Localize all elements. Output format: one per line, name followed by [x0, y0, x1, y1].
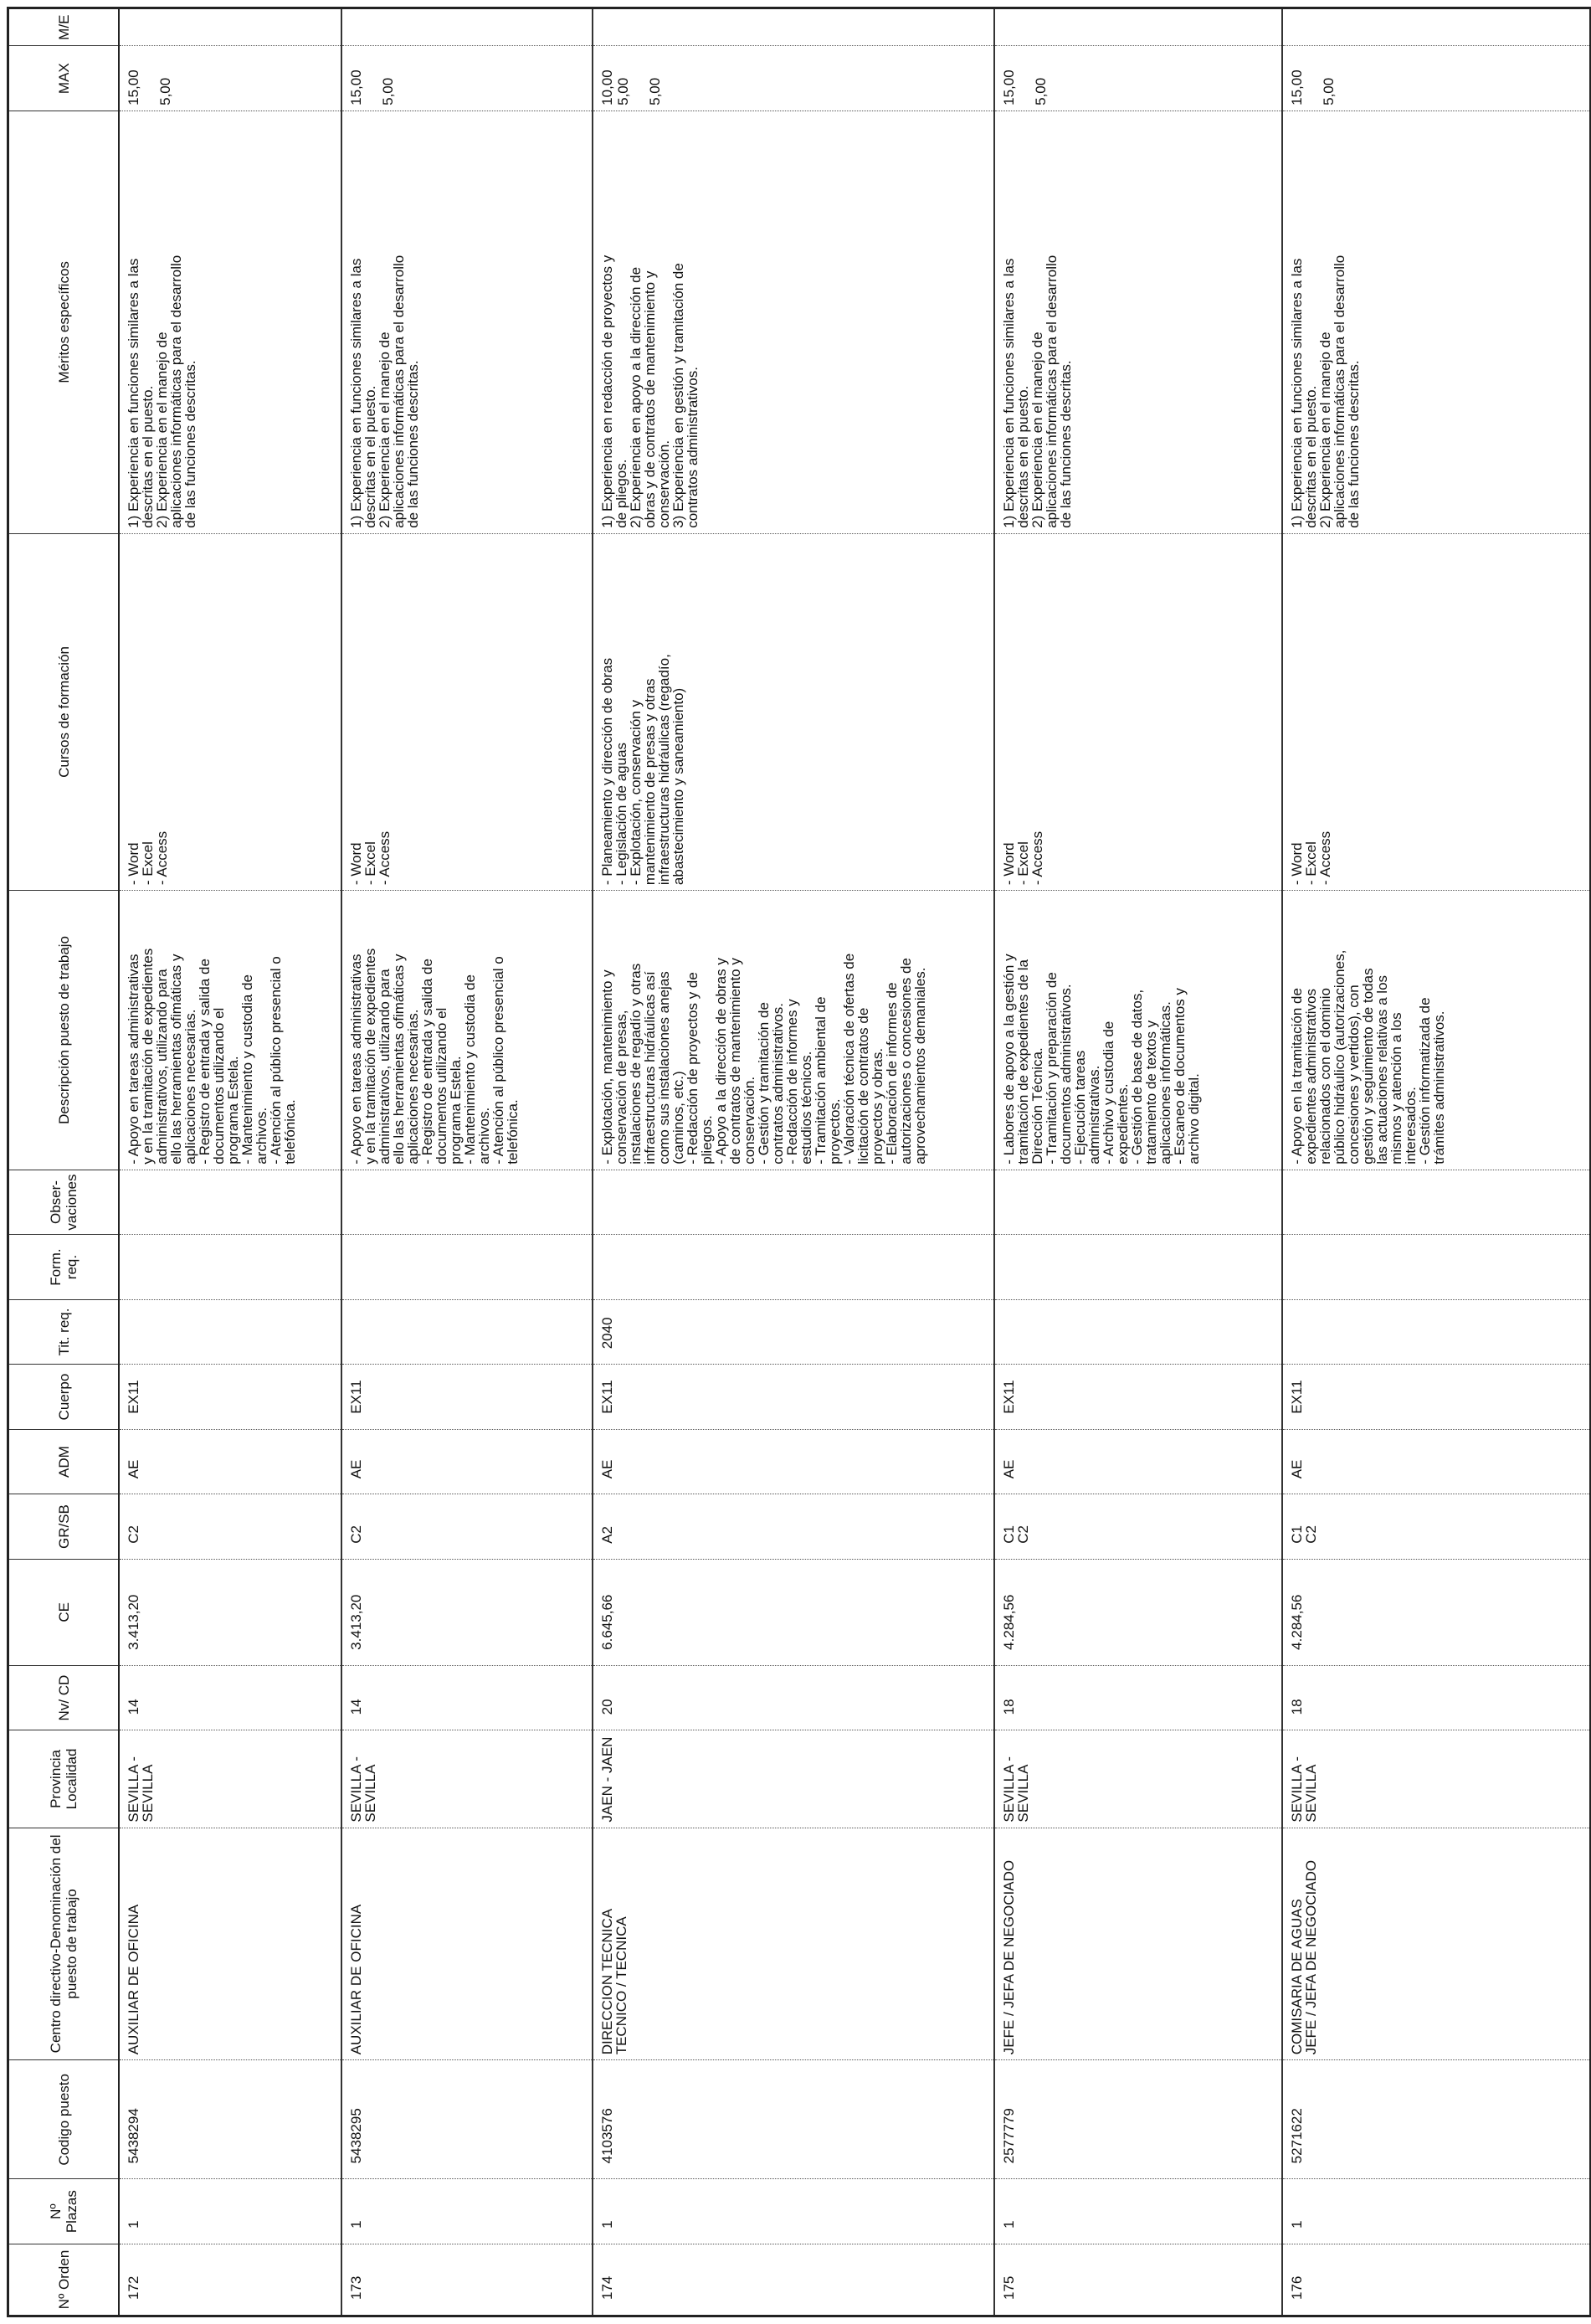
cell-ce: 3.413,20	[119, 1559, 341, 1665]
denominacion: TECNICO / TECNICA	[613, 1916, 629, 2055]
header-tit: Tit. req.	[8, 1299, 120, 1365]
cell-max	[119, 46, 341, 111]
cell-provincia: JAEN - JAEN	[593, 1730, 994, 1828]
cell-adm: AE	[593, 1429, 994, 1494]
cell-form	[341, 1235, 593, 1300]
header-obs: Obser-vaciones	[8, 1170, 120, 1235]
cell-centro	[341, 1828, 593, 2060]
cell-form	[119, 1235, 341, 1300]
cell-adm: AE	[1282, 1429, 1590, 1494]
header-adm: ADM	[8, 1429, 120, 1494]
cell-cuerpo: EX11	[593, 1365, 994, 1430]
max-value: 15,00	[1001, 69, 1017, 105]
cell-codigo: 5438294	[119, 2060, 341, 2179]
cell-meritos: 1) Experiencia en funciones similares a las descritas en el puesto. 2) Experiencia en el manejo de aplicaciones informáticas para el desarrollo de las funciones descritas.	[994, 111, 1282, 533]
max-value: 5,00	[1321, 77, 1337, 105]
cell-grsb: A2	[593, 1494, 994, 1560]
header-cuerpo: Cuerpo	[8, 1365, 120, 1430]
cell-plazas: 1	[1282, 2179, 1590, 2244]
cell-provincia: SEVILLA - SEVILLA	[1282, 1730, 1590, 1828]
cell-descripcion: - Explotación, mantenimiento y conservación de presas, instalaciones de regadío y otras infraestructuras hidráulicas así como sus instalaciones anejas (caminos, etc.) - Redacción de proyectos y de pliegos. - Apoyo a la dirección de obras y de contratos de mantenimiento y conservación. - Gestión y tramitación de contratos administrativos. - Redacción de informes y estudios técnicos. - Tramitación ambiental de proyectos. - Valoración técnica de ofertas de licitación de contratos de proyectos y obras. - Elaboración de informes de autorizaciones o concesiones de aprovechamientos demaniales.	[593, 891, 994, 1170]
header-nvcd: Nv/ CD	[8, 1665, 120, 1730]
denominacion: JEFE / JEFA DE NEGOCIADO	[1303, 1859, 1319, 2055]
cell-orden: 172	[119, 2244, 341, 2316]
cell-cuerpo: EX11	[341, 1365, 593, 1430]
cell-tit	[994, 1299, 1282, 1365]
cell-max	[341, 46, 593, 111]
cell-grsb: C1 C2	[1282, 1494, 1590, 1560]
header-orden: Nº Orden	[8, 2244, 120, 2316]
cell-meritos: 1) Experiencia en redacción de proyectos y de pliegos. 2) Experiencia en apoyo a la dirección de obras y de contratos de mantenimiento y conservación. 3) Experiencia en gestión y tramitación de contratos administrativos.	[593, 111, 994, 533]
header-desc: Descripción puesto de trabajo	[8, 891, 120, 1170]
header-provincia: Provincia Localidad	[8, 1730, 120, 1828]
cell-centro	[1282, 1828, 1590, 2060]
cell-grsb: C1 C2	[994, 1494, 1282, 1560]
cell-cursos: - Word - Excel - Access	[1282, 533, 1590, 890]
cell-form	[1282, 1235, 1590, 1300]
cell-descripcion: - Apoyo en tareas administrativas y en la tramitación de expedientes administrativos, utilizando para ello las herramientas ofimáticas y aplicaciones necesarias. - Registro de entrada y salida de documentos utilizando el programa Estela. - Mantenimiento y custodia de archivos. - Atención al público presencial o telefónica.	[119, 891, 341, 1170]
table-row	[1282, 8, 1590, 2316]
cell-cuerpo: EX11	[119, 1365, 341, 1430]
cell-nvcd: 14	[341, 1665, 593, 1730]
cell-tit	[341, 1299, 593, 1365]
max-value: 5,00	[1033, 77, 1049, 105]
header-max: MAX	[8, 46, 120, 111]
cell-ce: 6.645,66	[593, 1559, 994, 1665]
cell-max	[593, 46, 994, 111]
cell-tit: 2040	[593, 1299, 994, 1365]
header-grsb: GR/SB	[8, 1494, 120, 1560]
cell-adm: AE	[994, 1429, 1282, 1494]
cell-descripcion: - Apoyo en tareas administrativas y en la tramitación de expedientes administrativos, utilizando para ello las herramientas ofimáticas y aplicaciones necesarias. - Registro de entrada y salida de documentos utilizando el programa Estela. - Mantenimiento y custodia de archivos. - Atención al público presencial o telefónica.	[341, 891, 593, 1170]
cell-provincia: SEVILLA - SEVILLA	[341, 1730, 593, 1828]
header-centro: Centro directivo-Denominación del puesto de trabajo	[8, 1828, 120, 2060]
max-value: 5,00	[647, 77, 663, 105]
cell-cuerpo: EX11	[994, 1365, 1282, 1430]
vacancy-table	[7, 7, 1591, 2317]
cell-me	[994, 8, 1282, 46]
cell-codigo: 5438295	[341, 2060, 593, 2179]
cell-meritos: 1) Experiencia en funciones similares a las descritas en el puesto. 2) Experiencia en el manejo de aplicaciones informáticas para el desarrollo de las funciones descritas.	[119, 111, 341, 533]
cell-codigo: 2577779	[994, 2060, 1282, 2179]
cell-tit	[119, 1299, 341, 1365]
cell-adm: AE	[341, 1429, 593, 1494]
cell-form	[994, 1235, 1282, 1300]
cell-ce: 4.284,56	[994, 1559, 1282, 1665]
cell-grsb: C2	[341, 1494, 593, 1560]
cell-descripcion: - Labores de apoyo a la gestión y tramitación de expedientes de la Dirección Técnica. - Tramitación y preparación de documentos administrativos. - Ejecución tareas administrativas. - Archivo y custodia de expedientes. - Gestión de base de datos, tratamiento de textos y aplicaciones informáticas. - Escaneo de documentos y archivo digital.	[994, 891, 1282, 1170]
cell-ce: 4.284,56	[1282, 1559, 1590, 1665]
cell-orden: 174	[593, 2244, 994, 2316]
max-value: 15,00	[126, 69, 141, 105]
cell-centro	[119, 1828, 341, 2060]
cell-centro	[994, 1828, 1282, 2060]
table-row	[341, 8, 593, 2316]
header-row	[8, 8, 120, 2316]
cell-provincia: SEVILLA - SEVILLA	[119, 1730, 341, 1828]
cell-meritos: 1) Experiencia en funciones similares a las descritas en el puesto. 2) Experiencia en el manejo de aplicaciones informáticas para el desarrollo de las funciones descritas.	[1282, 111, 1590, 533]
cell-orden: 173	[341, 2244, 593, 2316]
header-me: M/E	[8, 8, 120, 46]
cell-cursos: - Word - Excel - Access	[994, 533, 1282, 890]
centro-directivo: COMISARIA DE AGUAS	[1289, 1899, 1305, 2055]
cell-meritos: 1) Experiencia en funciones similares a las descritas en el puesto. 2) Experiencia en el manejo de aplicaciones informáticas para el desarrollo de las funciones descritas.	[341, 111, 593, 533]
cell-obs	[119, 1170, 341, 1235]
table-row	[119, 8, 341, 2316]
cell-obs	[341, 1170, 593, 1235]
cell-plazas: 1	[341, 2179, 593, 2244]
cell-plazas: 1	[119, 2179, 341, 2244]
cell-centro	[593, 1828, 994, 2060]
max-value: 10,00	[599, 69, 615, 105]
cell-provincia: SEVILLA - SEVILLA	[994, 1730, 1282, 1828]
header-form: Form. req.	[8, 1235, 120, 1300]
cell-ce: 3.413,20	[341, 1559, 593, 1665]
cell-orden: 175	[994, 2244, 1282, 2316]
cell-grsb: C2	[119, 1494, 341, 1560]
cell-max	[1282, 46, 1590, 111]
header-meritos: Méritos específicos	[8, 111, 120, 533]
cell-cursos: - Planeamiento y dirección de obras - Legislación de aguas - Explotación, conservación y mantenimiento de presas y otras infraestructuras hidráulicas (regadío, abastecimiento y saneamiento)	[593, 533, 994, 890]
denominacion: AUXILIAR DE OFICINA	[126, 1904, 141, 2055]
max-value: 15,00	[348, 69, 364, 105]
cell-cursos: - Word - Excel - Access	[341, 533, 593, 890]
cell-nvcd: 18	[1282, 1665, 1590, 1730]
cell-plazas: 1	[593, 2179, 994, 2244]
cell-me	[593, 8, 994, 46]
cell-form	[593, 1235, 994, 1300]
cell-obs	[593, 1170, 994, 1235]
cell-max	[994, 46, 1282, 111]
cell-cursos: - Word - Excel - Access	[119, 533, 341, 890]
centro-directivo: DIRECCION TECNICA	[599, 1908, 615, 2055]
cell-plazas: 1	[994, 2179, 1282, 2244]
max-value: 5,00	[157, 77, 173, 105]
header-ce: CE	[8, 1559, 120, 1665]
header-cursos: Cursos de formación	[8, 533, 120, 890]
header-codigo: Codigo puesto	[8, 2060, 120, 2179]
cell-codigo: 5271622	[1282, 2060, 1590, 2179]
max-value: 5,00	[615, 77, 631, 105]
cell-nvcd: 14	[119, 1665, 341, 1730]
cell-obs	[1282, 1170, 1590, 1235]
cell-cuerpo: EX11	[1282, 1365, 1590, 1430]
cell-obs	[994, 1170, 1282, 1235]
max-value: 15,00	[1289, 69, 1305, 105]
denominacion: AUXILIAR DE OFICINA	[348, 1904, 364, 2055]
cell-adm: AE	[119, 1429, 341, 1494]
cell-me	[341, 8, 593, 46]
cell-me	[119, 8, 341, 46]
table-row	[593, 8, 994, 2316]
cell-nvcd: 20	[593, 1665, 994, 1730]
cell-nvcd: 18	[994, 1665, 1282, 1730]
max-value: 5,00	[380, 77, 396, 105]
table-row	[994, 8, 1282, 2316]
cell-me	[1282, 8, 1590, 46]
denominacion: JEFE / JEFA DE NEGOCIADO	[1001, 1859, 1017, 2055]
cell-codigo: 4103576	[593, 2060, 994, 2179]
cell-tit	[1282, 1299, 1590, 1365]
cell-descripcion: - Apoyo en la tramitación de expedientes administrativos relacionados con el dominio público hidráulico (autorizaciones, concesiones y vertidos), con gestión y seguimiento de todas las actuaciones relativas a los mismos y atención a los interesados. - Gestión informatizada de trámites administrativos.	[1282, 891, 1590, 1170]
header-plazas: Nº Plazas	[8, 2179, 120, 2244]
cell-orden: 176	[1289, 2275, 1305, 2300]
